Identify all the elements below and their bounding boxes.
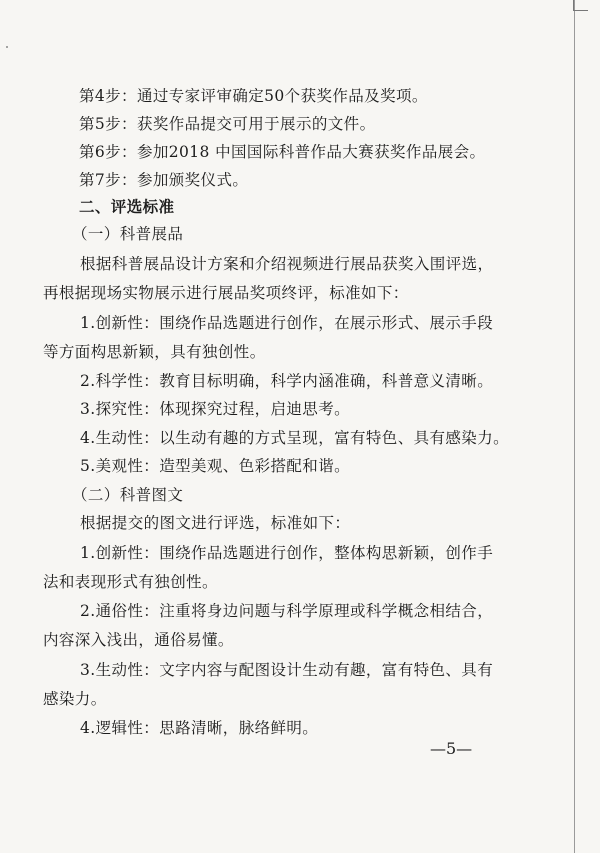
subsection-heading-exhibits: （一）科普展品 [72, 225, 184, 243]
criterion-line: 2.通俗性：注重将身边问题与科学原理或科学概念相结合， [80, 602, 494, 620]
criterion-line: 等方面构思新颖，具有独创性。 [43, 343, 266, 361]
section-heading: 二、评选标准 [79, 197, 175, 216]
step-6-line: 第6步：参加2018 中国国际科普作品大赛获奖作品展会。 [79, 143, 486, 161]
criterion-line: 感染力。 [43, 690, 107, 708]
criterion-line: 1.创新性：围绕作品选题进行创作，在展示形式、展示手段 [80, 314, 494, 332]
criterion-line: 4.逻辑性：思路清晰，脉络鲜明。 [80, 719, 319, 737]
scan-speck [6, 46, 8, 48]
step-4-line: 第4步：通过专家评审确定50个获奖作品及奖项。 [79, 87, 428, 105]
subsection-heading-graphics: （二）科普图文 [72, 486, 184, 504]
step-5-line: 第5步：获奖作品提交可用于展示的文件。 [79, 115, 376, 133]
step-7-line: 第7步：参加颁奖仪式。 [79, 171, 249, 189]
criterion-line: 1.创新性：围绕作品选题进行创作，整体构思新颖，创作手 [80, 544, 494, 562]
paragraph-line: 根据提交的图文进行评选，标准如下： [80, 514, 351, 532]
criterion-line: 2.科学性：教育目标明确，科学内涵准确，科普意义清晰。 [80, 372, 494, 390]
paragraph-line: 再根据现场实物展示进行展品奖项终评，标准如下： [43, 284, 409, 302]
scan-edge-line [574, 0, 575, 853]
criterion-line: 法和表现形式有独创性。 [43, 573, 218, 591]
criterion-line: 4.生动性：以生动有趣的方式呈现，富有特色、具有感染力。 [80, 429, 509, 447]
page-number: —5— [430, 739, 473, 758]
criterion-line: 5.美观性：造型美观、色彩搭配和谐。 [80, 457, 350, 475]
criterion-line: 3.探究性：体现探究过程，启迪思考。 [80, 400, 350, 418]
criterion-line: 内容深入浅出，通俗易懂。 [43, 631, 234, 649]
criterion-line: 3.生动性：文字内容与配图设计生动有趣，富有特色、具有 [80, 661, 494, 679]
scan-corner-mark [573, 0, 588, 11]
paragraph-line: 根据科普展品设计方案和介绍视频进行展品获奖入围评选， [80, 255, 494, 273]
